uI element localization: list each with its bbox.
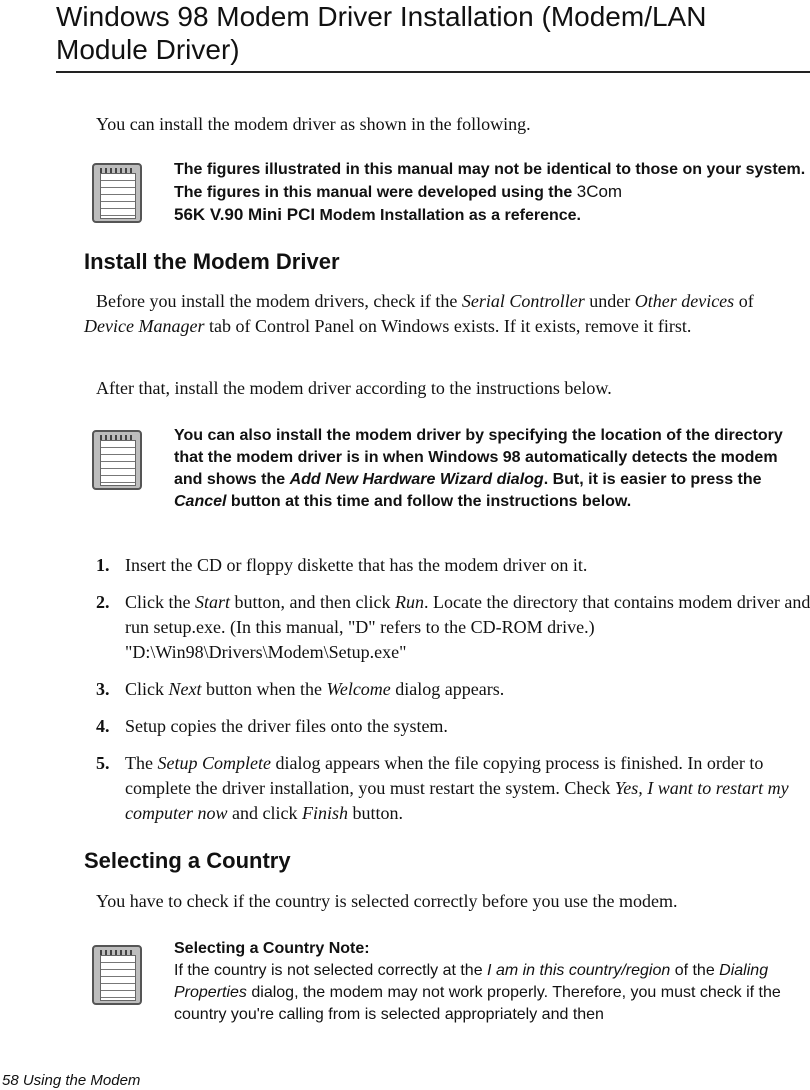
text-run: You can also install the modem driver by specifying the location of the directory that the modem driver is in when Windows 98 automatically detects the modem and shows the <box>174 427 783 488</box>
finish-term: Finish <box>301 803 348 823</box>
step-text: Setup copies the driver files onto the system. <box>125 716 448 736</box>
text-run: under <box>584 291 635 311</box>
text-run: dialog, the modem may not work properly. Therefore, you must check if the country you're calling from is selected appropriately and then <box>174 984 781 1023</box>
step-item <box>96 553 810 578</box>
add-new-hardware-term: Add New Hardware Wizard dialog <box>289 471 544 488</box>
text-run: . But, it is easier to press the <box>543 471 762 488</box>
notepad-icon <box>92 163 142 223</box>
title-divider <box>56 71 810 73</box>
notepad-icon <box>92 430 142 490</box>
text-run: of <box>734 291 754 311</box>
setup-complete-term: Setup Complete <box>157 753 271 773</box>
step-text: and click <box>227 803 302 823</box>
restart-option-term: Yes, I want to restart my computer now <box>125 778 789 823</box>
text-run: of the <box>670 962 720 979</box>
install-paragraph-2: After that, install the modem driver according to the instructions below. <box>96 378 612 398</box>
country-paragraph: You have to check if the country is selected correctly before you use the modem. <box>96 891 678 911</box>
note-figures-text-end: Modem Installation as a reference. <box>315 207 581 224</box>
welcome-term: Welcome <box>326 679 391 699</box>
section-heading-country: Selecting a Country <box>84 848 291 873</box>
intro-paragraph: You can install the modem driver as shown in the following. <box>96 114 531 134</box>
section-heading-install: Install the Modem Driver <box>84 249 340 274</box>
dialing-properties-term: Dialing Properties <box>174 962 769 1001</box>
step-item <box>96 714 810 739</box>
notepad-icon <box>92 945 142 1005</box>
run-term: Run <box>394 592 424 612</box>
step-text: Click <box>125 679 169 699</box>
text-run: Before you install the modem drivers, check if the <box>96 291 462 311</box>
text-run: If the country is not selected correctly at the <box>174 962 488 979</box>
note-country-title: Selecting a Country Note: <box>174 940 370 957</box>
step-text: dialog appears. <box>390 679 505 699</box>
step-text: Click the <box>125 592 195 612</box>
next-term: Next <box>168 679 202 699</box>
step-text: dialog appears when the file copying process is finished. In order to complete the driver installation, you must restart the system. Check <box>125 753 764 798</box>
text-run: button at this time and follow the instructions below. <box>226 493 632 510</box>
step-number: 4. <box>96 716 110 736</box>
note-alternative-install <box>174 425 808 513</box>
step-number: 3. <box>96 679 110 699</box>
step-text: . Locate the directory that contains modem driver and run setup.exe. (In this manual, "D" refers to the CD-ROM drive.) "D:\Win98\Drivers\Modem\Setup.exe" <box>125 592 810 662</box>
step-item <box>96 590 810 665</box>
step-text: button, and then click <box>230 592 395 612</box>
note-figures <box>174 159 808 227</box>
note-brand-3com: 3Com <box>576 182 623 201</box>
device-manager-term: Device Manager <box>84 316 205 336</box>
country-region-term: I am in this country/region <box>487 962 671 979</box>
cancel-term: Cancel <box>174 493 227 510</box>
step-item <box>96 751 810 826</box>
serial-controller-term: Serial Controller <box>461 291 585 311</box>
step-number: 1. <box>96 555 110 575</box>
step-text: button. <box>348 803 404 823</box>
step-number: 5. <box>96 753 110 773</box>
step-text: The <box>125 753 158 773</box>
install-steps-list <box>96 553 810 826</box>
step-item <box>96 677 810 702</box>
step-number: 2. <box>96 592 110 612</box>
install-paragraph-1 <box>84 289 808 339</box>
note-figures-text: The figures illustrated in this manual may not be identical to those on your system. The figures in this manual were developed using the <box>174 161 806 201</box>
step-text: Insert the CD or floppy diskette that has the modem driver on it. <box>125 555 588 575</box>
text-run: tab of Control Panel on Windows exists. If it exists, remove it first. <box>204 316 692 336</box>
page-footer: 58 Using the Modem <box>2 1072 141 1089</box>
note-country <box>174 938 808 1026</box>
start-term: Start <box>195 592 231 612</box>
note-brand-model: 56K V.90 Mini PCI <box>174 205 316 224</box>
step-text: button when the <box>201 679 327 699</box>
page-title: Windows 98 Modem Driver Installation (Modem/LAN Module Driver) <box>56 1 707 65</box>
other-devices-term: Other devices <box>634 291 735 311</box>
